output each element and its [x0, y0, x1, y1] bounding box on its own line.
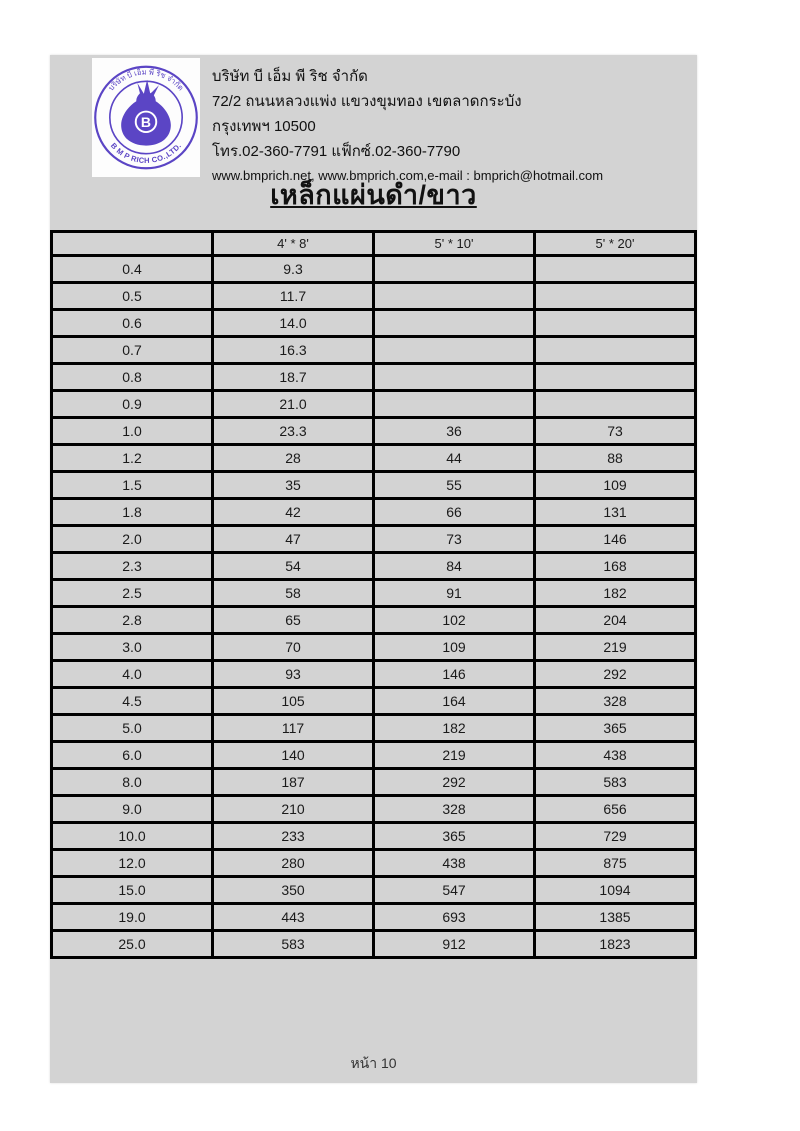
table-cell: 187	[213, 769, 374, 796]
table-cell: 91	[374, 580, 535, 607]
table-cell: 47	[213, 526, 374, 553]
table-cell: 0.5	[52, 283, 213, 310]
table-cell: 168	[535, 553, 696, 580]
table-cell: 70	[213, 634, 374, 661]
table-cell: 65	[213, 607, 374, 634]
table-cell: 102	[374, 607, 535, 634]
company-city: กรุงเทพฯ 10500	[212, 118, 316, 135]
table-row	[52, 715, 696, 742]
table-cell: 1.5	[52, 472, 213, 499]
table-row	[52, 526, 696, 553]
table-row	[52, 904, 696, 931]
table-cell: 16.3	[213, 337, 374, 364]
stamp-logo-icon	[92, 58, 200, 177]
table-cell: 292	[535, 661, 696, 688]
table-cell: 693	[374, 904, 535, 931]
table-cell: 182	[374, 715, 535, 742]
table-cell	[374, 256, 535, 283]
column-header	[52, 232, 213, 256]
table-cell: 73	[535, 418, 696, 445]
table-cell: 105	[213, 688, 374, 715]
table-cell: 117	[213, 715, 374, 742]
table-cell: 547	[374, 877, 535, 904]
table-row	[52, 607, 696, 634]
table-cell: 2.3	[52, 553, 213, 580]
header-row	[52, 232, 696, 256]
table-cell	[535, 256, 696, 283]
company-address: 72/2 ถนนหลวงแพ่ง แขวงขุมทอง เขตลาดกระบัง	[212, 93, 522, 110]
table-cell: 4.0	[52, 661, 213, 688]
table-cell	[535, 364, 696, 391]
table-cell: 54	[213, 553, 374, 580]
table-cell: 146	[535, 526, 696, 553]
table-cell: 21.0	[213, 391, 374, 418]
table-cell: 292	[374, 769, 535, 796]
table-row	[52, 661, 696, 688]
company-logo	[92, 58, 200, 177]
table-cell: 3.0	[52, 634, 213, 661]
document-page	[50, 55, 697, 1083]
table-row	[52, 499, 696, 526]
table-cell: 55	[374, 472, 535, 499]
table-cell	[535, 391, 696, 418]
table-cell: 182	[535, 580, 696, 607]
table-cell: 729	[535, 823, 696, 850]
price-table-wrap	[50, 230, 697, 959]
table-cell: 2.8	[52, 607, 213, 634]
table-cell: 0.7	[52, 337, 213, 364]
table-cell: 8.0	[52, 769, 213, 796]
table-cell: 210	[213, 796, 374, 823]
table-cell: 58	[213, 580, 374, 607]
column-header: 4' * 8'	[213, 232, 374, 256]
table-cell: 6.0	[52, 742, 213, 769]
table-cell: 23.3	[213, 418, 374, 445]
table-row	[52, 634, 696, 661]
table-row	[52, 850, 696, 877]
table-row	[52, 418, 696, 445]
table-cell: 93	[213, 661, 374, 688]
table-cell: 19.0	[52, 904, 213, 931]
table-row	[52, 742, 696, 769]
company-name: บริษัท บี เอ็ม พี ริช จำกัด	[212, 68, 368, 85]
page-title: เหล็กแผ่นดำ/ขาว	[270, 180, 477, 210]
table-cell: 18.7	[213, 364, 374, 391]
table-cell: 12.0	[52, 850, 213, 877]
table-cell: 15.0	[52, 877, 213, 904]
table-cell: 5.0	[52, 715, 213, 742]
table-row	[52, 796, 696, 823]
table-cell: 73	[374, 526, 535, 553]
table-cell: 0.4	[52, 256, 213, 283]
table-cell: 4.5	[52, 688, 213, 715]
table-cell: 204	[535, 607, 696, 634]
table-cell	[374, 310, 535, 337]
table-cell	[535, 337, 696, 364]
table-cell: 350	[213, 877, 374, 904]
company-phone: โทร.02-360-7791 แฟ็กซ์.02-360-7790	[212, 143, 461, 160]
column-header: 5' * 20'	[535, 232, 696, 256]
table-cell: 438	[535, 742, 696, 769]
table-cell: 131	[535, 499, 696, 526]
table-cell: 328	[535, 688, 696, 715]
table-row	[52, 823, 696, 850]
table-cell: 438	[374, 850, 535, 877]
table-cell: 109	[535, 472, 696, 499]
table-row	[52, 337, 696, 364]
table-cell: 140	[213, 742, 374, 769]
column-header: 5' * 10'	[374, 232, 535, 256]
table-cell: 84	[374, 553, 535, 580]
table-cell: 912	[374, 931, 535, 958]
table-cell	[535, 310, 696, 337]
table-row	[52, 553, 696, 580]
table-cell: 0.8	[52, 364, 213, 391]
table-cell: 10.0	[52, 823, 213, 850]
table-cell: 109	[374, 634, 535, 661]
table-row	[52, 364, 696, 391]
table-cell: 656	[535, 796, 696, 823]
table-cell: 0.9	[52, 391, 213, 418]
table-cell	[374, 337, 535, 364]
table-cell: 35	[213, 472, 374, 499]
table-cell: 1385	[535, 904, 696, 931]
table-cell: 280	[213, 850, 374, 877]
table-cell: 1.8	[52, 499, 213, 526]
table-cell	[535, 283, 696, 310]
table-cell: 11.7	[213, 283, 374, 310]
table-cell: 328	[374, 796, 535, 823]
table-cell: 1.0	[52, 418, 213, 445]
table-cell: 583	[213, 931, 374, 958]
price-table	[50, 230, 697, 959]
table-cell	[374, 391, 535, 418]
table-cell: 233	[213, 823, 374, 850]
table-cell: 365	[535, 715, 696, 742]
table-cell: 2.5	[52, 580, 213, 607]
table-cell: 66	[374, 499, 535, 526]
table-cell: 875	[535, 850, 696, 877]
logo-monogram: B	[140, 114, 152, 131]
table-cell: 88	[535, 445, 696, 472]
table-cell: 1.2	[52, 445, 213, 472]
table-cell: 0.6	[52, 310, 213, 337]
table-cell: 25.0	[52, 931, 213, 958]
table-row	[52, 445, 696, 472]
logo-arc-top-text: บริษัท บี เอ็ม พี ริช จำกัด	[106, 67, 186, 93]
table-row	[52, 472, 696, 499]
table-cell: 9.0	[52, 796, 213, 823]
table-cell: 14.0	[213, 310, 374, 337]
table-cell: 36	[374, 418, 535, 445]
table-cell: 365	[374, 823, 535, 850]
page-number: หน้า 10	[350, 1055, 397, 1071]
table-row	[52, 580, 696, 607]
table-row	[52, 769, 696, 796]
company-info	[212, 64, 682, 187]
table-cell: 583	[535, 769, 696, 796]
table-cell: 146	[374, 661, 535, 688]
table-cell: 219	[535, 634, 696, 661]
table-cell: 219	[374, 742, 535, 769]
table-cell: 28	[213, 445, 374, 472]
table-cell	[374, 283, 535, 310]
table-cell: 42	[213, 499, 374, 526]
table-cell: 443	[213, 904, 374, 931]
money-bag-icon	[121, 80, 171, 146]
table-row	[52, 391, 696, 418]
table-cell	[374, 364, 535, 391]
table-row	[52, 256, 696, 283]
table-row	[52, 310, 696, 337]
table-cell: 1094	[535, 877, 696, 904]
table-cell: 2.0	[52, 526, 213, 553]
table-row	[52, 931, 696, 958]
table-cell: 44	[374, 445, 535, 472]
table-cell: 9.3	[213, 256, 374, 283]
logo-arc-bottom-text: B M P RICH CO.,LTD.	[108, 141, 184, 166]
table-row	[52, 283, 696, 310]
table-cell: 1823	[535, 931, 696, 958]
table-cell: 164	[374, 688, 535, 715]
table-row	[52, 688, 696, 715]
company-web-email: www.bmprich.net, www.bmprich.com,e-mail : bmprich@hotmail.com	[212, 168, 604, 183]
table-row	[52, 877, 696, 904]
